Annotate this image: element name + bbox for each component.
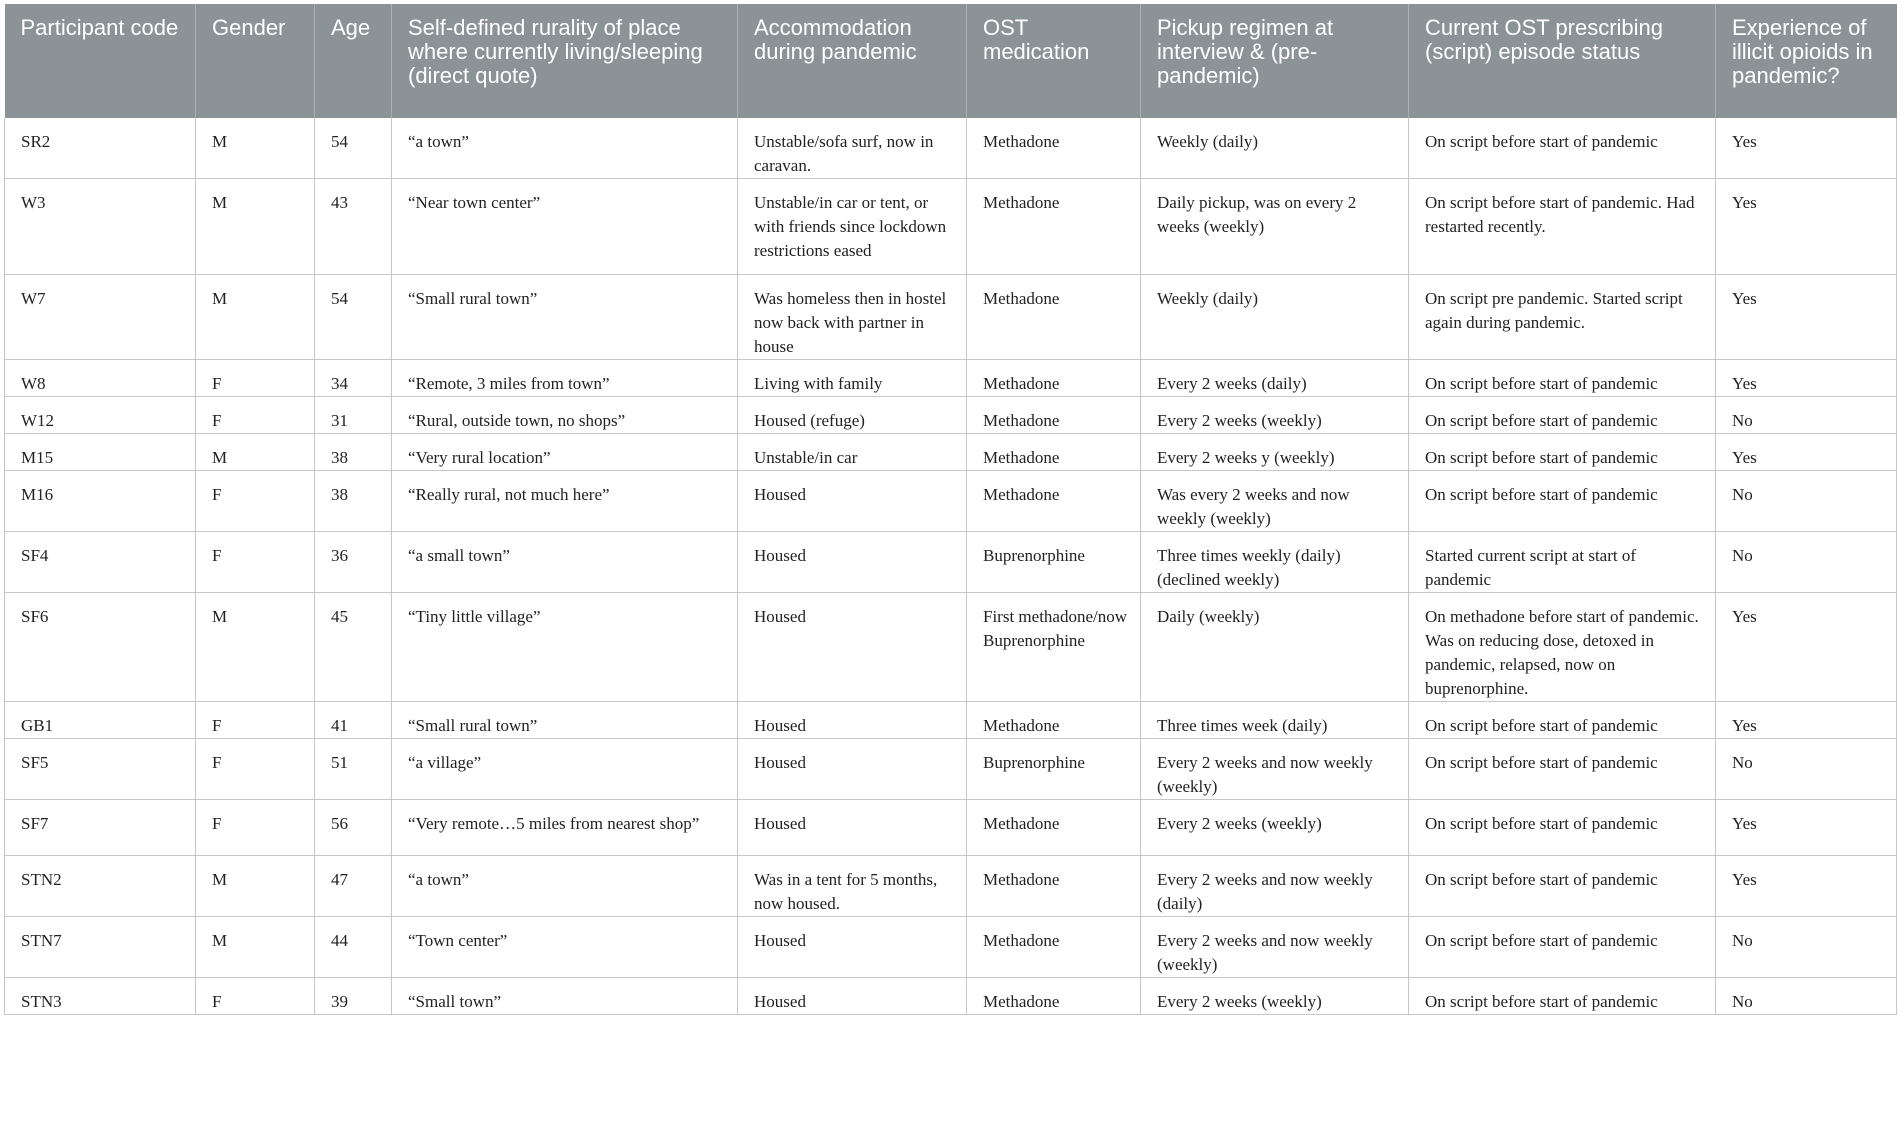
cell-script-status: On script pre pandemic. Started script again during pandemic. bbox=[1409, 275, 1716, 360]
cell-rurality: “Rural, outside town, no shops” bbox=[392, 397, 738, 434]
header-script-status: Current OST prescribing (script) episode status bbox=[1409, 4, 1716, 118]
cell-script-status: On script before start of pandemic bbox=[1409, 360, 1716, 397]
cell-age: 41 bbox=[315, 702, 392, 739]
table-row bbox=[5, 118, 1897, 179]
cell-participant-code: SF7 bbox=[5, 800, 196, 856]
cell-rurality: “a village” bbox=[392, 739, 738, 800]
cell-script-status: On script before start of pandemic bbox=[1409, 739, 1716, 800]
cell-gender: M bbox=[196, 275, 315, 360]
cell-accommodation: Was in a tent for 5 months, now housed. bbox=[738, 856, 967, 917]
cell-age: 54 bbox=[315, 275, 392, 360]
cell-participant-code: W12 bbox=[5, 397, 196, 434]
cell-rurality: “a town” bbox=[392, 856, 738, 917]
cell-script-status: On script before start of pandemic bbox=[1409, 856, 1716, 917]
cell-ost-medication: Methadone bbox=[967, 118, 1141, 179]
cell-script-status: On script before start of pandemic. Had restarted recently. bbox=[1409, 179, 1716, 275]
cell-age: 39 bbox=[315, 978, 392, 1015]
table-row bbox=[5, 856, 1897, 917]
cell-participant-code: M16 bbox=[5, 471, 196, 532]
cell-illicit-opioids: No bbox=[1716, 978, 1897, 1015]
cell-illicit-opioids: No bbox=[1716, 917, 1897, 978]
cell-participant-code: SF5 bbox=[5, 739, 196, 800]
participant-table-container bbox=[4, 4, 1896, 1015]
cell-pickup-regimen: Daily pickup, was on every 2 weeks (weekly) bbox=[1141, 179, 1409, 275]
cell-age: 34 bbox=[315, 360, 392, 397]
cell-script-status: On script before start of pandemic bbox=[1409, 978, 1716, 1015]
cell-gender: F bbox=[196, 360, 315, 397]
participant-table bbox=[4, 4, 1897, 1015]
cell-gender: M bbox=[196, 434, 315, 471]
table-row bbox=[5, 593, 1897, 702]
cell-accommodation: Housed bbox=[738, 532, 967, 593]
table-row bbox=[5, 978, 1897, 1015]
cell-ost-medication: Buprenorphine bbox=[967, 532, 1141, 593]
cell-rurality: “Town center” bbox=[392, 917, 738, 978]
cell-participant-code: W8 bbox=[5, 360, 196, 397]
cell-script-status: On methadone before start of pandemic. Was on reducing dose, detoxed in pandemic, relapsed, now on buprenorphine. bbox=[1409, 593, 1716, 702]
table-row bbox=[5, 702, 1897, 739]
cell-pickup-regimen: Every 2 weeks and now weekly (weekly) bbox=[1141, 917, 1409, 978]
cell-gender: M bbox=[196, 179, 315, 275]
cell-script-status: On script before start of pandemic bbox=[1409, 434, 1716, 471]
cell-pickup-regimen: Every 2 weeks (weekly) bbox=[1141, 978, 1409, 1015]
cell-pickup-regimen: Every 2 weeks and now weekly (weekly) bbox=[1141, 739, 1409, 800]
cell-participant-code: W7 bbox=[5, 275, 196, 360]
cell-gender: F bbox=[196, 702, 315, 739]
cell-pickup-regimen: Every 2 weeks (weekly) bbox=[1141, 397, 1409, 434]
cell-ost-medication: Methadone bbox=[967, 978, 1141, 1015]
cell-script-status: On script before start of pandemic bbox=[1409, 800, 1716, 856]
cell-participant-code: W3 bbox=[5, 179, 196, 275]
cell-accommodation: Housed bbox=[738, 739, 967, 800]
cell-age: 47 bbox=[315, 856, 392, 917]
cell-pickup-regimen: Every 2 weeks and now weekly (daily) bbox=[1141, 856, 1409, 917]
header-ost-medication: OST medication bbox=[967, 4, 1141, 118]
cell-accommodation: Was homeless then in hostel now back with partner in house bbox=[738, 275, 967, 360]
cell-gender: M bbox=[196, 856, 315, 917]
cell-illicit-opioids: No bbox=[1716, 397, 1897, 434]
cell-ost-medication: Methadone bbox=[967, 471, 1141, 532]
cell-illicit-opioids: Yes bbox=[1716, 593, 1897, 702]
cell-illicit-opioids: Yes bbox=[1716, 800, 1897, 856]
cell-illicit-opioids: Yes bbox=[1716, 360, 1897, 397]
cell-age: 36 bbox=[315, 532, 392, 593]
table-row bbox=[5, 360, 1897, 397]
cell-script-status: On script before start of pandemic bbox=[1409, 917, 1716, 978]
cell-illicit-opioids: Yes bbox=[1716, 118, 1897, 179]
cell-rurality: “a town” bbox=[392, 118, 738, 179]
cell-gender: M bbox=[196, 593, 315, 702]
cell-ost-medication: Methadone bbox=[967, 800, 1141, 856]
cell-ost-medication: Methadone bbox=[967, 856, 1141, 917]
cell-gender: F bbox=[196, 532, 315, 593]
header-participant-code: Participant code bbox=[5, 4, 196, 118]
cell-gender: M bbox=[196, 118, 315, 179]
cell-accommodation: Housed bbox=[738, 978, 967, 1015]
cell-gender: F bbox=[196, 739, 315, 800]
cell-rurality: “Very rural location” bbox=[392, 434, 738, 471]
cell-accommodation: Unstable/in car bbox=[738, 434, 967, 471]
cell-age: 38 bbox=[315, 434, 392, 471]
cell-participant-code: GB1 bbox=[5, 702, 196, 739]
cell-participant-code: STN3 bbox=[5, 978, 196, 1015]
cell-pickup-regimen: Weekly (daily) bbox=[1141, 118, 1409, 179]
cell-pickup-regimen: Daily (weekly) bbox=[1141, 593, 1409, 702]
cell-illicit-opioids: No bbox=[1716, 471, 1897, 532]
cell-pickup-regimen: Weekly (daily) bbox=[1141, 275, 1409, 360]
cell-accommodation: Housed bbox=[738, 593, 967, 702]
cell-script-status: On script before start of pandemic bbox=[1409, 118, 1716, 179]
cell-rurality: “a small town” bbox=[392, 532, 738, 593]
cell-age: 43 bbox=[315, 179, 392, 275]
cell-rurality: “Really rural, not much here” bbox=[392, 471, 738, 532]
table-row bbox=[5, 532, 1897, 593]
cell-participant-code: STN7 bbox=[5, 917, 196, 978]
cell-pickup-regimen: Three times week (daily) bbox=[1141, 702, 1409, 739]
cell-participant-code: SR2 bbox=[5, 118, 196, 179]
cell-illicit-opioids: Yes bbox=[1716, 434, 1897, 471]
cell-illicit-opioids: No bbox=[1716, 739, 1897, 800]
cell-participant-code: SF4 bbox=[5, 532, 196, 593]
cell-pickup-regimen: Every 2 weeks y (weekly) bbox=[1141, 434, 1409, 471]
cell-participant-code: M15 bbox=[5, 434, 196, 471]
cell-gender: F bbox=[196, 397, 315, 434]
cell-age: 51 bbox=[315, 739, 392, 800]
cell-illicit-opioids: No bbox=[1716, 532, 1897, 593]
cell-rurality: “Tiny little village” bbox=[392, 593, 738, 702]
cell-participant-code: SF6 bbox=[5, 593, 196, 702]
cell-illicit-opioids: Yes bbox=[1716, 702, 1897, 739]
cell-ost-medication: Methadone bbox=[967, 434, 1141, 471]
cell-accommodation: Housed (refuge) bbox=[738, 397, 967, 434]
cell-accommodation: Housed bbox=[738, 702, 967, 739]
cell-rurality: “Small rural town” bbox=[392, 702, 738, 739]
table-row bbox=[5, 471, 1897, 532]
table-body bbox=[5, 118, 1897, 1015]
cell-script-status: On script before start of pandemic bbox=[1409, 397, 1716, 434]
header-age: Age bbox=[315, 4, 392, 118]
cell-illicit-opioids: Yes bbox=[1716, 856, 1897, 917]
cell-gender: M bbox=[196, 917, 315, 978]
cell-illicit-opioids: Yes bbox=[1716, 275, 1897, 360]
table-header bbox=[5, 4, 1897, 118]
header-rurality: Self-defined rurality of place where currently living/sleeping (direct quote) bbox=[392, 4, 738, 118]
cell-gender: F bbox=[196, 978, 315, 1015]
cell-pickup-regimen: Three times weekly (daily) (declined weekly) bbox=[1141, 532, 1409, 593]
cell-rurality: “Remote, 3 miles from town” bbox=[392, 360, 738, 397]
cell-script-status: On script before start of pandemic bbox=[1409, 702, 1716, 739]
cell-gender: F bbox=[196, 471, 315, 532]
cell-age: 38 bbox=[315, 471, 392, 532]
cell-ost-medication: Buprenorphine bbox=[967, 739, 1141, 800]
table-row bbox=[5, 800, 1897, 856]
cell-accommodation: Housed bbox=[738, 800, 967, 856]
table-row bbox=[5, 179, 1897, 275]
table-row bbox=[5, 275, 1897, 360]
cell-script-status: On script before start of pandemic bbox=[1409, 471, 1716, 532]
cell-pickup-regimen: Every 2 weeks (daily) bbox=[1141, 360, 1409, 397]
cell-ost-medication: Methadone bbox=[967, 179, 1141, 275]
table-row bbox=[5, 397, 1897, 434]
table-row bbox=[5, 917, 1897, 978]
cell-ost-medication: Methadone bbox=[967, 702, 1141, 739]
cell-rurality: “Near town center” bbox=[392, 179, 738, 275]
cell-accommodation: Living with family bbox=[738, 360, 967, 397]
cell-illicit-opioids: Yes bbox=[1716, 179, 1897, 275]
cell-age: 56 bbox=[315, 800, 392, 856]
cell-age: 54 bbox=[315, 118, 392, 179]
cell-rurality: “Very remote…5 miles from nearest shop” bbox=[392, 800, 738, 856]
header-row bbox=[5, 4, 1897, 118]
table-row bbox=[5, 434, 1897, 471]
header-illicit-opioids: Experience of illicit opioids in pandemic? bbox=[1716, 4, 1897, 118]
cell-script-status: Started current script at start of pandemic bbox=[1409, 532, 1716, 593]
cell-ost-medication: Methadone bbox=[967, 275, 1141, 360]
header-accommodation: Accommodation during pandemic bbox=[738, 4, 967, 118]
cell-gender: F bbox=[196, 800, 315, 856]
cell-pickup-regimen: Every 2 weeks (weekly) bbox=[1141, 800, 1409, 856]
cell-age: 44 bbox=[315, 917, 392, 978]
cell-rurality: “Small town” bbox=[392, 978, 738, 1015]
cell-accommodation: Housed bbox=[738, 471, 967, 532]
cell-rurality: “Small rural town” bbox=[392, 275, 738, 360]
cell-accommodation: Unstable/sofa surf, now in caravan. bbox=[738, 118, 967, 179]
cell-ost-medication: Methadone bbox=[967, 917, 1141, 978]
cell-pickup-regimen: Was every 2 weeks and now weekly (weekly) bbox=[1141, 471, 1409, 532]
cell-ost-medication: First methadone/now Buprenorphine bbox=[967, 593, 1141, 702]
header-pickup-regimen: Pickup regimen at interview & (pre-pandemic) bbox=[1141, 4, 1409, 118]
table-row bbox=[5, 739, 1897, 800]
cell-accommodation: Unstable/in car or tent, or with friends since lockdown restrictions eased bbox=[738, 179, 967, 275]
cell-ost-medication: Methadone bbox=[967, 397, 1141, 434]
header-gender: Gender bbox=[196, 4, 315, 118]
cell-ost-medication: Methadone bbox=[967, 360, 1141, 397]
cell-age: 45 bbox=[315, 593, 392, 702]
cell-accommodation: Housed bbox=[738, 917, 967, 978]
cell-participant-code: STN2 bbox=[5, 856, 196, 917]
cell-age: 31 bbox=[315, 397, 392, 434]
